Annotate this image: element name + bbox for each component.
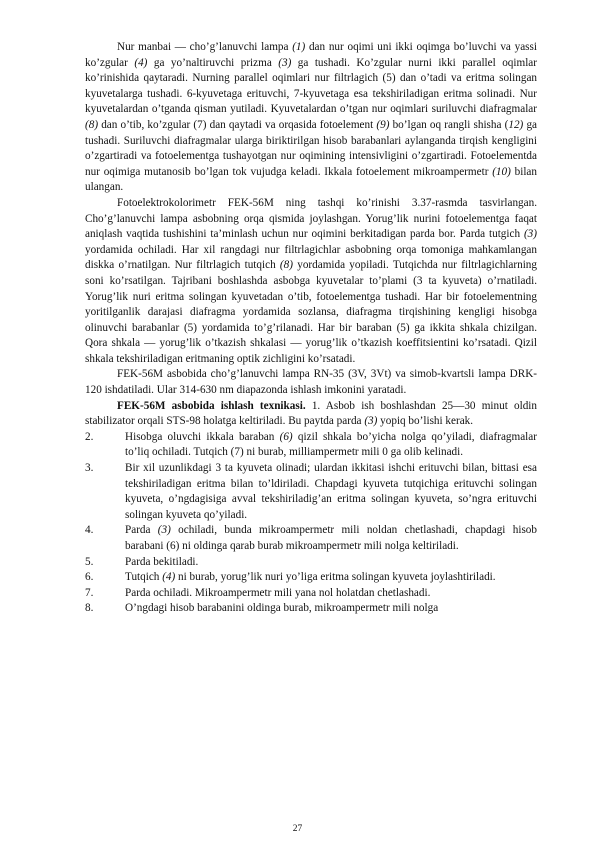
- step-text: [125, 570, 537, 586]
- step-text: [125, 555, 537, 571]
- text-run: Nur manbai — cho’g’lanuvchi lampa: [117, 41, 293, 53]
- text-run: dan o’tib, ko’zgular (7) dan qaytadi va orqasida fotoelement: [98, 118, 377, 131]
- text-run: Tutqich: [125, 571, 163, 584]
- figure-ref: 12): [508, 118, 524, 131]
- text-run: Parda bekitiladi.: [125, 555, 199, 568]
- step-text: [125, 601, 537, 617]
- text-run: ochiladi, bunda mikroampermetr mili noldan chetlashadi, chapdagi hisob barabani (6) ni oldinga qarab burab mikroampermetr mili nolga keltiriladi.: [125, 524, 537, 552]
- text-run: Parda: [125, 524, 158, 537]
- figure-ref: (4): [162, 571, 176, 584]
- step-number: 4.: [85, 524, 94, 537]
- list-item: [85, 555, 537, 571]
- text-run: Fotoelektrokolorimetr FEK-56M ning tashqi ko’rinishi 3.37-rasmda tasvirlangan. Cho’g’lanuvchi lampa asbobning orqa qismida joylashgan. Yorug’lik nurini fotoelementga faqat aniqlash vaqtida tushishini ta’minlash uchun nur oqimini berkitadigan parda bor. Parda tutgich: [85, 196, 537, 241]
- paragraph-lamps: FEK-56M asbobida cho’g’lanuvchi lampa RN-35 (3V, 3Vt) va simob-kvartsli lampa DRK-120 ishdatiladi. Ular 314-630 nm diapazonda ishlash imkonini yaratadi.: [85, 368, 537, 397]
- paragraph-device-description: [85, 196, 537, 368]
- text-run: O’ngdagi hisob barabanini oldinga burab, mikroampermetr mili nolga: [125, 602, 439, 615]
- text-run: ni burab, yorug’lik nuri yo’liga eritma solingan kyuveta joylashtiriladi.: [175, 571, 496, 584]
- paragraph-technique: [85, 399, 537, 430]
- text-run: ga tushadi. Suriluvchi diafragmalar ularga biriktirilgan hisob barabanlari aylanganda tirqish kengligini o’zgartiradi va fotoelementga tushayotgan nur oqimining intensivligini o’zgartiradi. Fotoelementda nur oqimiga mutanosib bo’lgan tok vujudga keladi. Ikkala fotoelement mikroampermetr: [85, 118, 537, 178]
- step-number: 7.: [85, 586, 94, 599]
- figure-ref: (3): [157, 524, 171, 537]
- step-number: 5.: [85, 555, 94, 568]
- page-content: [85, 40, 537, 617]
- step-text: [125, 461, 537, 523]
- figure-ref: (3): [278, 56, 292, 69]
- figure-ref: (3): [523, 228, 537, 241]
- text-run: yopiq bo’lishi kerak.: [377, 415, 474, 428]
- step-number: 8.: [85, 602, 94, 615]
- list-item: [85, 461, 537, 523]
- figure-ref: (3): [364, 415, 378, 428]
- list-item: [85, 523, 537, 554]
- figure-ref: (1): [292, 41, 306, 53]
- text-run: dan nur oqimi uni ikki oqimga bo’luvchi va yassi ko’zgular: [85, 41, 537, 69]
- step-number: 2.: [85, 430, 94, 443]
- text-run: yordamida ochiladi. Har xil rangdagi nur filtrlagichlar asbobning orqa tomoniga mahkamlangan diskka o’rnatilgan. Nur filtrlagich tutqich: [85, 243, 537, 272]
- list-item: [85, 601, 537, 617]
- step-number: 3.: [85, 462, 94, 475]
- text-run: qizil shkala bo’yicha nolga qo’yiladi, diafragmalar to’liq ochiladi. Tutqich (7) ni burab, milliampermetr mili 0 ga olib kelinadi.: [125, 430, 537, 459]
- text-run: bilan ulangan.: [85, 165, 537, 194]
- step-number: 6.: [85, 571, 94, 584]
- page-number: 27: [292, 824, 303, 834]
- text-run: yordamida yopiladi. Tutqichda nur filtrlagichlarning soni ko’rsatilgan. Tajribani boshlashda asbobga kyuvetalar to’plami (3 ta kyuveta) o’rnatiladi. Yorug’lik nuri eritma solingan kyuvetadan o’tib, fotoelementga tushadi. Har bir fotoelementning yoritilganlik darajasi diafragma yordamida sozlansa, diafragma tirqishining kengligi hisobga olinuvchi barabanlar (5) yordamida to’g’rilanadi. Har bir baraban (5) ga ikkita shkala chizilgan. Qora shkala — yorug’lik o’tkazish shkalasi — yorug’lik o’tkazish koeffitsientini ko’rsatadi. Qizil shkala tekshiriladigan eritmaning optik zichligini ko’rsatadi.: [85, 259, 537, 365]
- list-item: [85, 430, 537, 461]
- step-text: [125, 586, 537, 602]
- step-text: [125, 430, 537, 461]
- figure-ref: (4): [134, 56, 148, 69]
- text-run: Parda ochiladi. Mikroampermetr mili yana nol holatdan chetlashadi.: [125, 586, 431, 599]
- section-heading: FEK-56M asbobida ishlash texnikasi.: [117, 399, 306, 412]
- text-run: 1. Asbob ish boshlashdan 25—30 minut oldin stabilizator orqali STS-98 holatga keltiriladi. Bu paytda parda: [85, 399, 537, 428]
- text-run: Hisobga oluvchi ikkala baraban: [125, 430, 280, 443]
- figure-ref: (8): [279, 259, 293, 272]
- step-list: [85, 430, 537, 617]
- figure-ref: (10): [492, 165, 511, 178]
- step-text: [125, 523, 537, 554]
- paragraph-light-path: [85, 40, 537, 196]
- list-item: [85, 570, 537, 586]
- figure-ref: (8): [85, 118, 99, 131]
- figure-ref: (6): [279, 430, 293, 443]
- list-item: [85, 586, 537, 602]
- figure-ref: (9): [376, 118, 390, 131]
- text-run: ga tushadi. Ko’zgular nurni ikki parallel oqimlar ko’rinishida qaytaradi. Nurning parallel oqimlari nur filtrlagich (5) dan o’tadi va eritma solingan kyuvetalarga tushadi. 6-kyuvetaga erituvchi, 7-kyuvetaga esa tekshiriladigan eritma solinadi. Nur kyuvetalardan o’tganda qisman yutiladi. Kyuvetalardan o’tgan nur oqimlari suriluvchi diafragmalar: [85, 56, 537, 116]
- text-run: Bir xil uzunlikdagi 3 ta kyuveta olinadi; ulardan ikkitasi ishchi erituvchi bilan, bittasi esa tekshiriladigan eritma bilan to’ldiriladi. Chapdagi kyuveta tutqichiga erituvchi solingan kyuveta, o’ngdagisiga avval tekshiriladig’an eritma solingan kyuveta, so’ngra erituvchi solingan kyuveta qo’yiladi.: [125, 462, 537, 521]
- text-run: ga yo’naltiruvchi prizma: [147, 56, 279, 69]
- text-run: bo’lgan oq rangli shisha (: [389, 118, 509, 131]
